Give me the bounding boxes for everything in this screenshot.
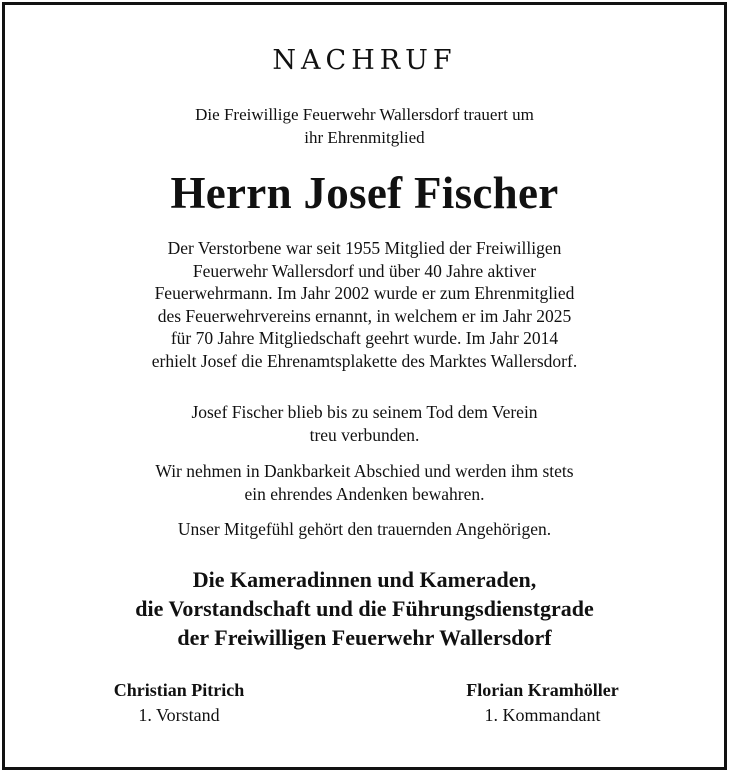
notice-title: NACHRUF bbox=[272, 45, 457, 76]
signatory-role: 1. Kommandant bbox=[484, 705, 601, 725]
signatory-role: 1. Vorstand bbox=[138, 705, 220, 725]
text-line: des Feuerwehrvereins ernannt, in welchem er im Jahr 2025 bbox=[157, 305, 572, 326]
signatory-chairman bbox=[75, 678, 283, 728]
text-line: treu verbunden. bbox=[309, 424, 420, 445]
text-line: Wir nehmen in Dankbarkeit Abschied und werden ihm stets bbox=[155, 461, 574, 481]
intro-line: ihr Ehrenmitglied bbox=[304, 128, 425, 147]
text-line: Unser Mitgefühl gehört den trauernden Angehörigen. bbox=[177, 519, 552, 539]
condolence-paragraph bbox=[5, 518, 724, 541]
text-line: Feuerwehr Wallersdorf und über 40 Jahre aktiver bbox=[192, 260, 537, 281]
signatory-name: Christian Pitrich bbox=[113, 680, 245, 700]
signature-line: die Vorstandschaft und die Führungsdienstgrade bbox=[135, 596, 594, 621]
signatory-commander bbox=[425, 678, 660, 728]
biography-paragraph bbox=[5, 237, 724, 372]
text-line: für 70 Jahre Mitgliedschaft geehrt wurde. Im Jahr 2014 bbox=[170, 328, 559, 348]
signature-block bbox=[5, 565, 724, 652]
text-line: ein ehrendes Andenken bewahren. bbox=[244, 483, 485, 504]
notice-frame bbox=[2, 2, 727, 770]
loyalty-paragraph bbox=[5, 401, 724, 446]
signature-line: Die Kameradinnen und Kameraden, bbox=[192, 567, 537, 592]
deceased-name: Herrn Josef Fischer bbox=[170, 168, 559, 218]
text-line: Josef Fischer blieb bis zu seinem Tod dem Verein bbox=[191, 402, 538, 422]
farewell-paragraph bbox=[5, 460, 724, 505]
text-line: erhielt Josef die Ehrenamtsplakette des Marktes Wallersdorf. bbox=[151, 350, 578, 371]
signature-line: der Freiwilligen Feuerwehr Wallersdorf bbox=[177, 625, 552, 650]
text-line: Feuerwehrmann. Im Jahr 2002 wurde er zum Ehrenmitglied bbox=[154, 283, 575, 303]
signatory-name: Florian Kramhöller bbox=[466, 680, 619, 700]
intro-line: Die Freiwillige Feuerwehr Wallersdorf trauert um bbox=[195, 105, 534, 124]
text-line: Der Verstorbene war seit 1955 Mitglied der Freiwilligen bbox=[167, 238, 562, 258]
intro-text bbox=[5, 103, 724, 149]
